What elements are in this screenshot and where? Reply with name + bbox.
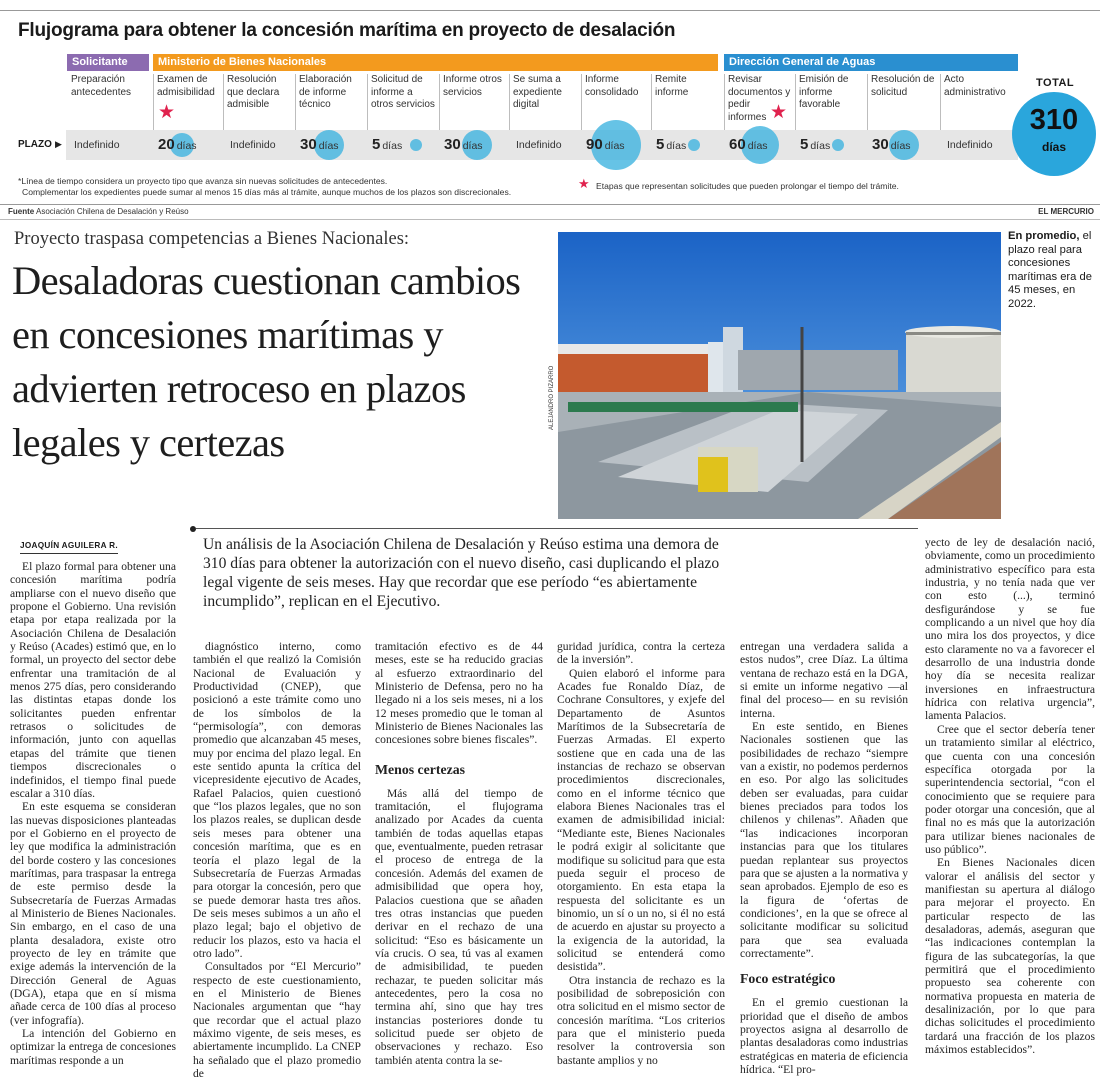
article-column-4 — [557, 640, 725, 1067]
phase-dga: Dirección General de Aguas — [724, 54, 1018, 71]
total-unit: días — [1041, 140, 1066, 154]
plazo-unit: días — [382, 140, 403, 152]
plazo-cell — [67, 130, 153, 160]
article-column-1 — [10, 560, 176, 1067]
step-label: Elaboración de informe técnico — [299, 74, 352, 110]
star-icon: ★ — [770, 102, 788, 123]
paragraph: En Bienes Nacionales dicen valorar el análisis del sector y manifiestan su apertura al diálogo para mejorar el proyecto. En particular respecto de las desaladoras, además, aseguran que “las indicaciones contemplan la figura de las subcategorías, la que permitirá que el procedimiento propuesto sea coherente con normativa propuesta en materia de desalinización, por lo que para dichas solicitudes el procedimiento tardará una fracción de los plazos máximos establecidos”. — [925, 856, 1095, 1057]
duration-bubble — [832, 139, 844, 151]
plazo-cell — [724, 130, 795, 160]
top-rule — [0, 10, 1100, 11]
plazo-cell — [795, 130, 867, 160]
plazo-cell — [651, 130, 724, 160]
article-column-5 — [740, 640, 908, 1076]
step-label: Emisión de informe favorable — [799, 74, 849, 110]
step-label: Resolución de solicitud — [871, 74, 935, 98]
footnote: *Línea de tiempo considera un proyecto tipo que avanza sin nuevas solicitudes de antecedentes. — [18, 176, 388, 186]
plazo-unit: días — [318, 140, 339, 152]
plazo-days: 5 — [800, 136, 809, 153]
photo-caption — [1008, 230, 1098, 312]
plazo-cell — [367, 130, 439, 160]
plazo-unit: días — [666, 140, 687, 152]
step-label: Resolución que declara admisible — [227, 74, 280, 110]
plazo-days: 30 — [872, 136, 889, 153]
desalination-plant-photo — [558, 232, 1001, 519]
plazo-unit: días — [176, 140, 197, 152]
lead-paragraph: Un análisis de la Asociación Chilena de Desalación y Reúso estima una demora de 310 días para obtener la autorización con el nuevo diseño, casi duplicando el plazo legal vigente de seis meses. Hay que recordar que ese período “es abiertamente incumplido”, replican en el Ejecutivo. — [203, 536, 720, 610]
paragraph: El plazo formal para obtener una concesión marítima podría ampliarse con el nuevo diseño que propone el Gobierno. Una revisión etapa por etapa realizada por la Asociación Chilena de Desalación y Reúso (Acades) estimó que, en lo formal, un proyecto del sector debe enfrentar una tramitación de al menos 275 días, pero considerando las distintas etapas donde los solicitantes pueden enfrentar retrasos o solicitudes de información, junto con aquellas etapas del trámite que tienen tiempos discrecionales o indefinidos, el tiempo final puede escalar a 310 días. — [10, 560, 176, 800]
plazo-days: 5 — [372, 136, 381, 153]
plazo-unit: días — [747, 140, 768, 152]
paragraph: guridad jurídica, contra la certeza de la inversión”. — [557, 640, 725, 667]
publisher: EL MERCURIO — [1038, 207, 1094, 216]
paragraph: Más allá del tiempo de tramitación, el flujograma analizado por Acades da cuenta también de todas aquellas etapas que, eventualmente, pueden retrasar el proceso de entrega de la concesión. Además del examen de admisibilidad que opera hoy, Palacios cuestiona que se añaden tres otras instancias que pueden derivar en el rechazo de una solicitud: “Eso es básicamente un vía crucis. O sea, tú vas al examen de admisibilidad, te pueden rechazar, te pueden solicitar más antecedentes, pero la cosa no termina ahí, sino que hay tres instancias posteriores donde tu solicitud puede ser objeto de observaciones y rechazo. Eso también atenta contra la se- — [375, 786, 543, 1067]
paragraph: En este esquema se consideran las nuevas disposiciones planteadas por el Gobierno en el proyecto de ley que modifica la administración del borde costero y las concesiones marítimas, para traspasar la entrega de este permiso desde la Subsecretaría de Fuerzas Armadas al Ministerio de Bienes Nacionales. Sin embargo, en el caso de una planta desaladora, existe otro proyecto de ley en trámite que exige además la intervención de la Dirección General de Aguas (DGA), etapa que en sí misma añade cerca de 100 días al proceso (ver infografía). — [10, 800, 176, 1027]
paragraph: La intención del Gobierno en optimizar la entrega de concesiones marítimas responde a un — [10, 1027, 176, 1067]
paragraph: diagnóstico interno, como también el que realizó la Comisión Nacional de Evaluación y Productividad (CNEP), que posicionó a este trámite como uno de los símbolos de la “permisología”, con demoras promedio que alcanzaban 45 meses, muy por encima del plazo legal. En este sentido apunta la crítica del vicepresidente ejecutivo de Acades, Rafael Palacios, quien cuestionó que “los plazos legales, que no son los plazos reales, se duplican desde seis meses para obtener una concesión marítima, que es en teoría el plazo legal de la Subsecretaría de Fuerzas Armadas para otorgar la concesión, pero que se puede demorar hasta tres años. De seis meses subimos a un año el plazo legal; bajo el objetivo de reducir los plazos, esto va hacia el otro lado”. — [193, 640, 361, 960]
plazo-cell — [223, 130, 295, 160]
step-label: Preparación antecedentes — [71, 74, 132, 98]
phase-solicitante: Solicitante — [67, 54, 149, 71]
source-label: Fuente — [8, 207, 35, 216]
step-label: Informe otros servicios — [443, 74, 502, 98]
photo-credit: ALEJANDRO PIZARRO — [549, 365, 555, 430]
source-text: Asociación Chilena de Desalación y Reúso — [36, 207, 189, 216]
article-column-6 — [925, 536, 1095, 1056]
star-legend: Etapas que representan solicitudes que pueden prolongar el tiempo del trámite. — [596, 181, 899, 191]
plazo-unit: Indefinido — [947, 139, 993, 151]
step-label: Informe consolidado — [585, 74, 639, 98]
plazo-cell — [867, 130, 940, 160]
paragraph: yecto de ley de desalación nació, obviamente, como un procedimiento administrativo específico para esta industria, y no tenía nada que ver con esto (...), terminó desfigurándose y se fue complicando a un nivel que hoy día uno mira los dos proyectos, y dice esto claramente no va a favorecer el desarrollo de una industria donde hoy día se necesita realizar inversiones en infraestructura hídrica con relativa urgencia”, lamenta Palacios. — [925, 536, 1095, 723]
plazo-days: 30 — [300, 136, 317, 153]
plazo-unit: días — [890, 140, 911, 152]
star-icon: ★ — [158, 102, 176, 123]
plazo-unit: días — [810, 140, 831, 152]
paragraph: En el gremio cuestionan la prioridad que el diseño de ambos proyectos asigna al desarrollo de plantas desaladoras como industrias estratégicas en materia de eficiencia hídrica. “El pro- — [740, 996, 908, 1076]
step-label: Examen de admisibilidad — [157, 74, 215, 98]
plazo-cell — [509, 130, 581, 160]
plazo-unit: Indefinido — [230, 139, 276, 151]
plazo-unit: días — [462, 140, 483, 152]
infographic-title: Flujograma para obtener la concesión marítima en proyecto de desalación — [18, 20, 676, 41]
duration-bubble — [688, 139, 700, 151]
kicker: Proyecto traspasa competencias a Bienes Nacionales: — [14, 229, 410, 249]
plazo-unit: días — [604, 140, 625, 152]
lead-rule-line — [196, 528, 918, 529]
plazo-unit: Indefinido — [74, 139, 120, 151]
phase-bienes-nacionales: Ministerio de Bienes Nacionales — [153, 54, 718, 71]
paragraph: En este sentido, en Bienes Nacionales sostienen que las posibilidades de rechazo “siempre van a existir, no podemos perdernos en eso. Por algo las solicitudes deben ser evaluadas, para cuidar bienes preciados para todos los chilenos y chilenas”. Añaden que “las indicaciones incorporan instancias para que los titulares puedan replantear sus proyectos para que se ajusten a la normativa y sean aprobados. Ejemplo de eso es la figura de ‘ofertas de condiciones’, en la que se ofrece al solicitante modificar su solicitud para que sea evaluada correctamente”. — [740, 720, 908, 960]
plazo-days: 90 — [586, 136, 603, 153]
byline: JOAQUÍN AGUILERA R. — [20, 541, 118, 554]
paragraph: Consultados por “El Mercurio” respecto de este cuestionamiento, en el Ministerio de Bienes Nacionales argumentan que “hay que recordar que el actual plazo máximo vigente, de seis meses, es abiertamente incumplido. La CNEP ha señalado que el plazo promedio de — [193, 960, 361, 1080]
plazo-cell — [439, 130, 509, 160]
divider — [0, 204, 1100, 205]
plazo-cell — [581, 130, 651, 160]
subhead-menos-certezas: Menos certezas — [375, 761, 466, 777]
footnote: Complementar los expedientes puede sumar al menos 15 días más al trámite, aunque muchos de los plazos son discrecionales. — [22, 187, 512, 197]
article-column-3 — [375, 640, 543, 1067]
lead-rule — [190, 526, 196, 532]
star-icon: ★ — [578, 176, 590, 191]
step-label: Revisar documentos y pedir informes — [728, 74, 791, 123]
photo-illustration — [558, 232, 1001, 519]
plazo-arrow-icon: ▶ — [55, 139, 62, 149]
plazo-days: 60 — [729, 136, 746, 153]
source — [8, 207, 189, 216]
paragraph: tramitación efectivo es de 44 meses, este se ha reducido gracias al esfuerzo extraordinario del Ministerio de Defensa, pero no ha llegado ni a los seis meses, ni a los 12 meses promedio que le toman al Ministerio de Bienes Nacionales las concesiones sobre bienes fiscales”. — [375, 640, 543, 747]
duration-bubble — [410, 139, 422, 151]
plazo-unit: Indefinido — [516, 139, 562, 151]
paragraph: entregan una verdadera salida a estos nudos”, cree Díaz. La última ventana de rechazo está en la DGA, si emite un informe negativo —al final del proceso— en su revisión interna. — [740, 640, 908, 720]
paragraph: Otra instancia de rechazo es la posibilidad de sobreposición con otra solicitud en el mismo sector de concesión marítima. “Los criterios para que el ministerio pueda resolver la controversia son bastante amplios y no — [557, 973, 725, 1067]
subhead-foco-estrategico: Foco estratégico — [740, 971, 836, 987]
step-label: Remite informe — [655, 74, 689, 98]
total-label: TOTAL — [1036, 77, 1075, 89]
step-label: Solicitud de informe a otros servicios — [371, 74, 435, 110]
caption-bold: En promedio, — [1008, 230, 1080, 242]
plazo-days: 5 — [656, 136, 665, 153]
plazo-days: 20 — [158, 136, 175, 153]
divider — [0, 219, 1100, 220]
caption-text: el plazo real para concesiones marítimas era de 45 meses, en 2022. — [1008, 230, 1092, 310]
plazo-days: 30 — [444, 136, 461, 153]
plazo-label: PLAZO — [18, 139, 52, 150]
total-value: 310 — [1029, 104, 1079, 136]
article-column-2 — [193, 640, 361, 1080]
step-label: Se suma a expediente digital — [513, 74, 562, 110]
step-label: Acto administrativo — [944, 74, 1006, 98]
plazo-cell — [940, 130, 1018, 160]
plazo-cell — [295, 130, 367, 160]
paragraph: Cree que el sector debería tener un tratamiento similar al eléctrico, que cuenta con una concesión específica otorgada por la superintendencia sectorial, “con el conocimiento que se requiere para poder otorgar una concesión, que al final no es más que la autorización para utilizar bienes nacionales de uso público”. — [925, 722, 1095, 856]
headline: Desaladoras cuestionan cambios en concesiones marítimas y advierten retroceso en plazos legales y certezas — [12, 258, 521, 465]
paragraph: Quien elaboró el informe para Acades fue Ronaldo Díaz, de Cochrane Consultores, y exjefe del Departamento de Asuntos Marítimos de la Subsecretaría de Fuerzas Armadas. El experto sostiene que en cada una de las instancias de rechazo se observan procedimientos discrecionales, como en el informe técnico que elabora Bienes Nacionales tras el examen de admisibilidad inicial: “Mediante este, Bienes Nacionales le podrá exigir al solicitante que modifique su solicitud para que esta pueda seguir el proceso de otorgamiento. En esta etapa la respuesta del solicitante es un binomio, un sí o un no, si él no está de acuerdo en ajustar su proyecto a la exigencia de la autoridad, la solicitud se entenderá como desistida”. — [557, 666, 725, 974]
plazo-cell — [153, 130, 223, 160]
